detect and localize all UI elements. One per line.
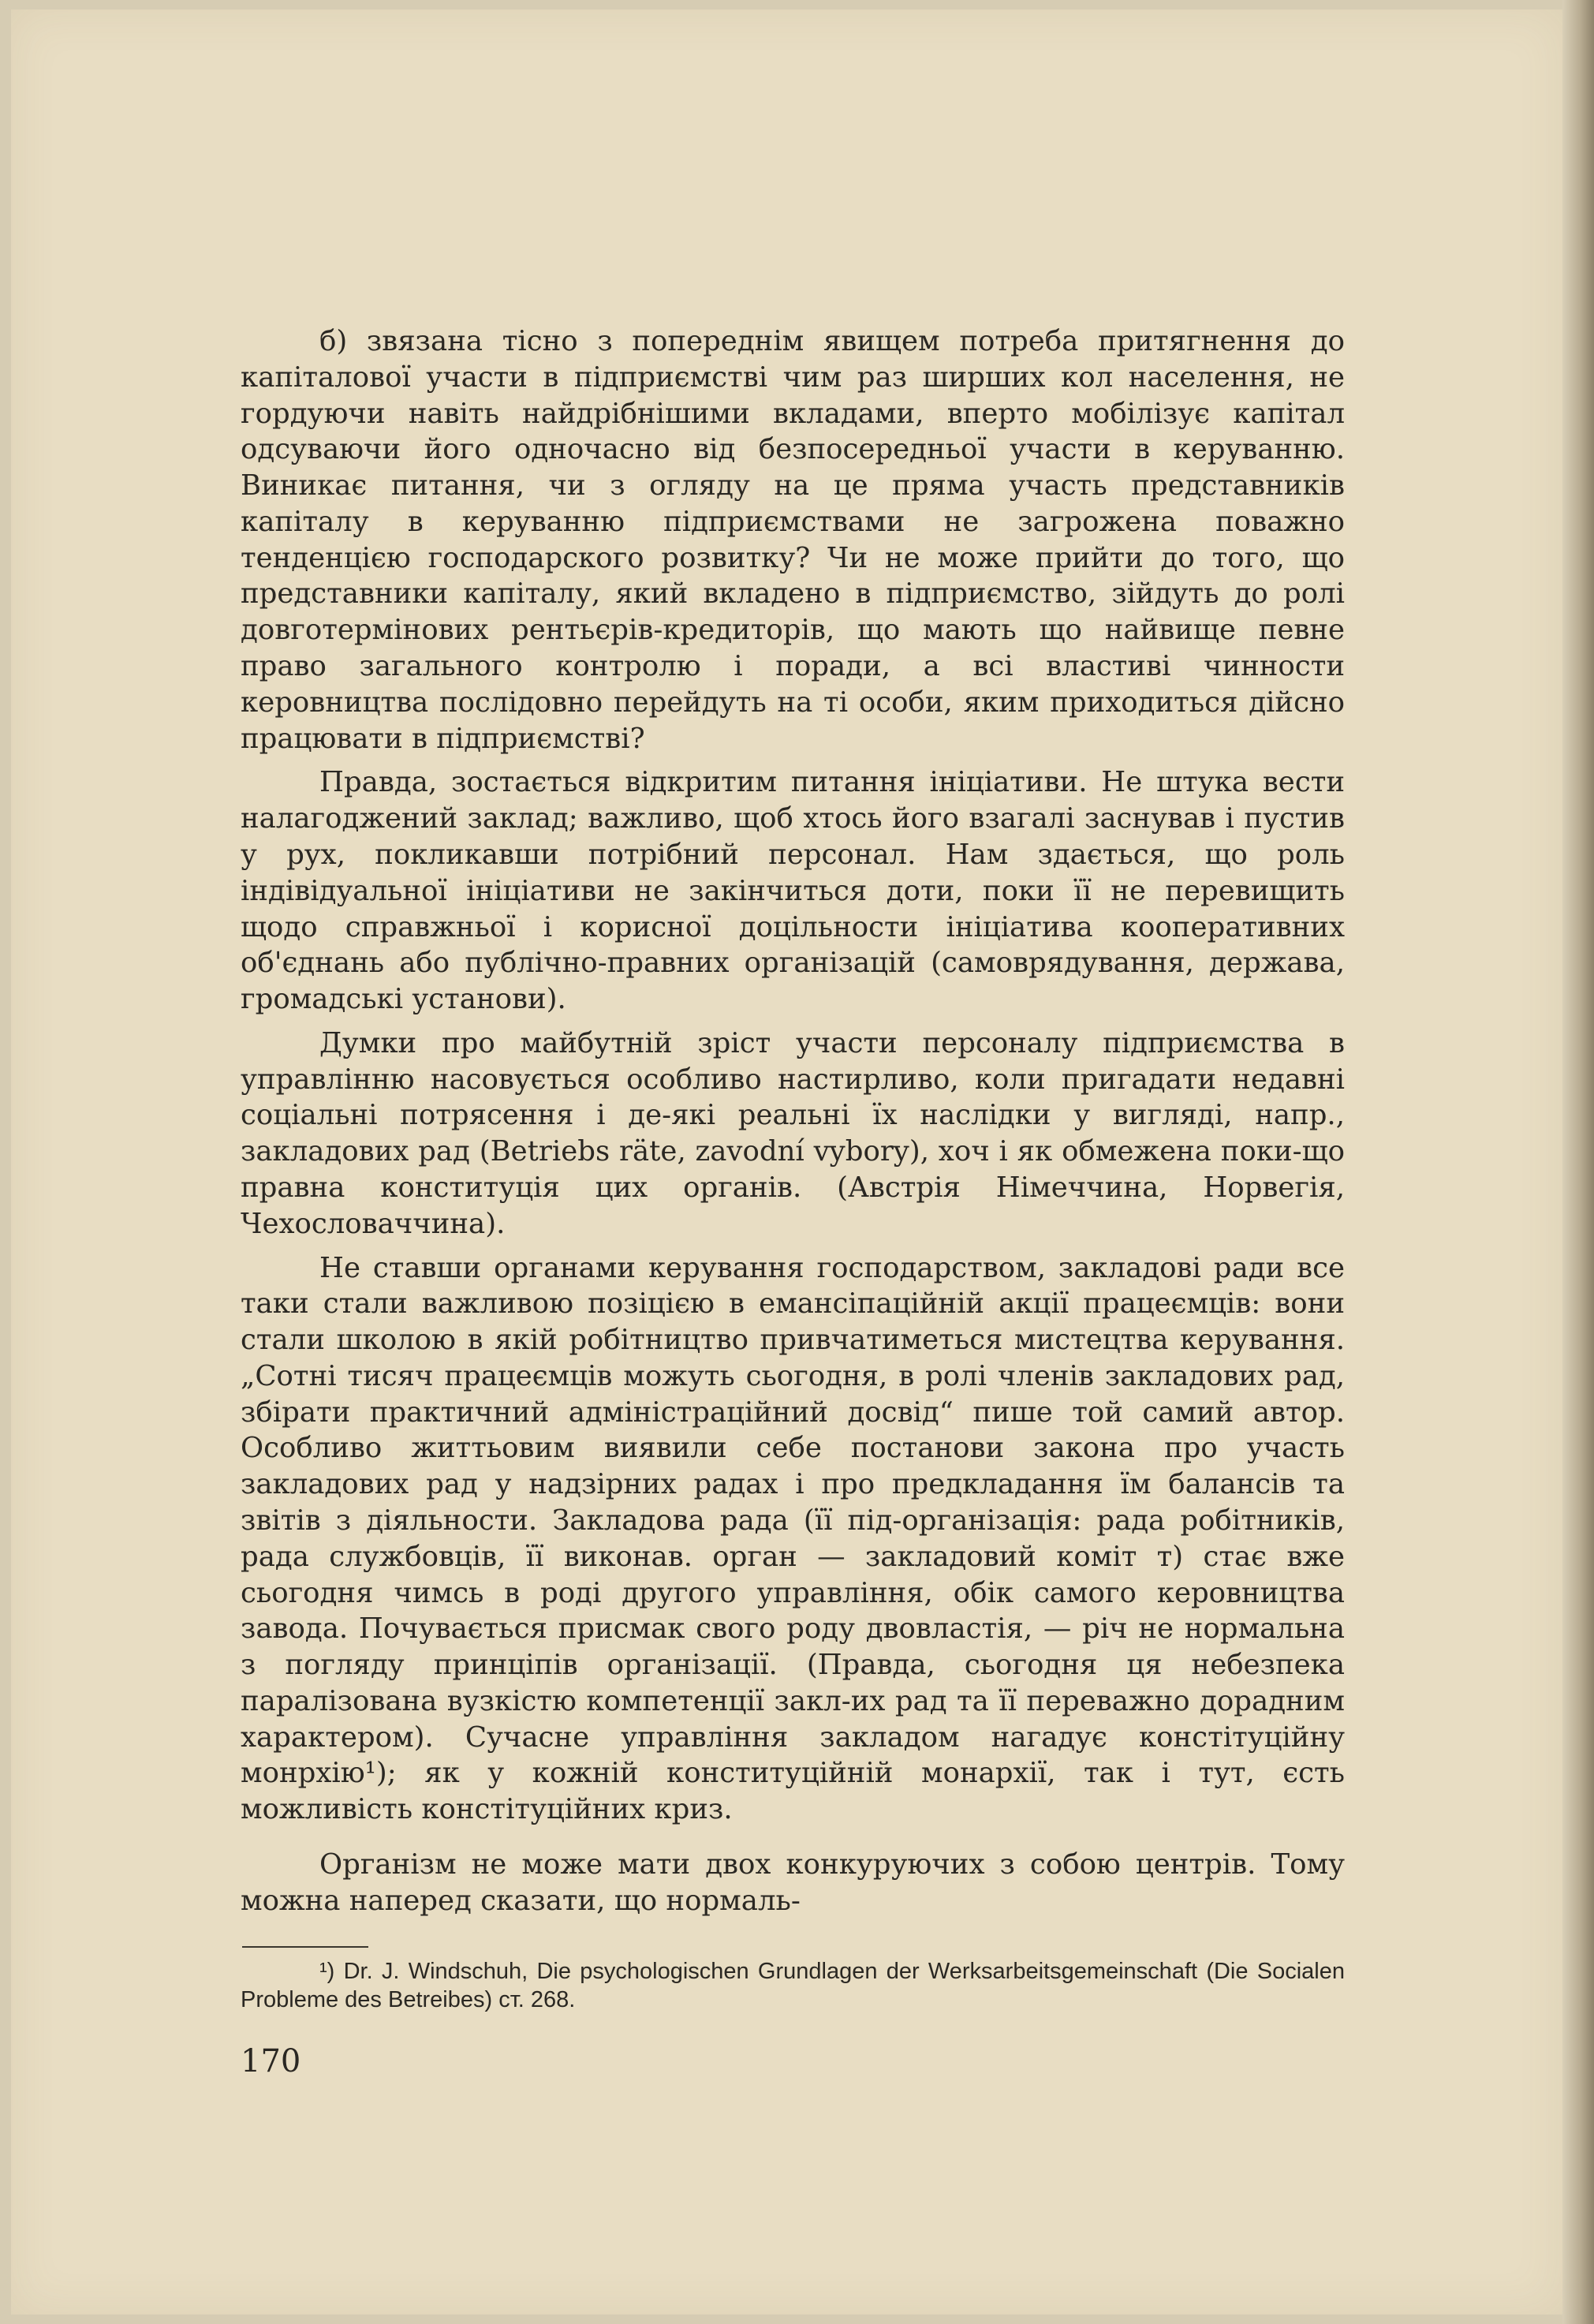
footnote-divider: [242, 1946, 368, 1948]
paragraph-organism: Організм не може мати двох конкуруючих з собою центрів. Тому можна наперед сказати, що нормаль-: [241, 1848, 1345, 1917]
body-text: [241, 323, 1345, 1919]
page-number: 170: [241, 2043, 301, 2079]
paragraph-personnel-participation: Думки про майбутній зріст участи персоналу підприємства в управлінню насовується особливо настирливо, коли пригадати недавні соціальні потрясення і де-які реальні їх наслідки у вигляді, напр., закладових рад (Betriebs räte, zavodní vybory), хоч і як обмежена поки-що правна конституція цих органів. (Австрія Німеччина, Норвегія, Чехословаччина).: [241, 1026, 1345, 1240]
page-content: [241, 323, 1345, 2014]
footnote: ¹) Dr. J. Windschuh, Die psychologischen Grundlagen der Werksarbeitsgemeinschaft (Die Socialen Probleme des Betreibes) ст. 268.: [241, 1958, 1345, 2012]
book-edge: [1562, 0, 1594, 2324]
paragraph-capital-participation: б) звязана тісно з попереднім явищем потреба притягнення до капіталової участи в підприємстві чим раз ширших кол населення, не гордуючи навіть найдрібнішими вкладами, вперто мобілізує капітал одсуваючи його одночасно від безпосередньої участи в керуванню. Виникає питання, чи з огляду на це пряма участь представників капіталу в керуванню підприємствами не загрожена поважно тенденцією господарского розвитку? Чи не може прийти до того, що представники капіталу, який вкладено в підприємство, зійдуть до ролі довготермінових рентьєрів-кредиторів, що мають що найвище певне право загального контролю і поради, а всі властиві чинности керовництва послідовно перейдуть на ті особи, яким приходиться дійсно працювати в підприємстві?: [241, 325, 1345, 755]
paragraph-factory-councils: Не ставши органами керування господарством, закладові ради все таки стали важливою позіцією в емансіпаційній акції працеємців: вони стали школою в якій робітництво привчатиметься мистецтва керування. „Сотні тисяч працеємців можуть сьогодня, в ролі членів закладових рад, збірати практичний адміністраційний досвід“ пише той самий автор. Особливо життьовим виявили себе постанови закона про участь закладових рад у надзірних радах і про предкладання їм балансів та звітів з діяльности. Закладова рада (її під-організація: рада робітників, рада службовців, її виконав. орган — закладовий коміт т) стає вже сьогодня чимсь в роді другого управління, обік самого керовництва завода. Почувається присмак свого роду двовластія, — річ не нормальна з погляду принціпів організації. (Правда, сьогодня ця небезпека паралізована вузкістю компетенції закл-их рад та її переважно дорадним характером). Сучасне управління закладом нагадує констітуційну монрхію¹); як у кожній конституційній монархії, так і тут, єсть можливість констітуційних криз.: [241, 1251, 1345, 1826]
paragraph-initiative: Правда, зостається відкритим питання ініціативи. Не штука вести налагоджений заклад; важливо, щоб хтось його взагалі заснував і пустив у рух, покликавши потрібний персонал. Нам здається, що роль індівідуальної ініціативи не закінчиться доти, поки її не перевищить щодо справжньої і корисної доцільности ініціатива кооперативних об'єднань або публічно-правних організацій (самоврядування, держава, громадські установи).: [241, 766, 1345, 1016]
